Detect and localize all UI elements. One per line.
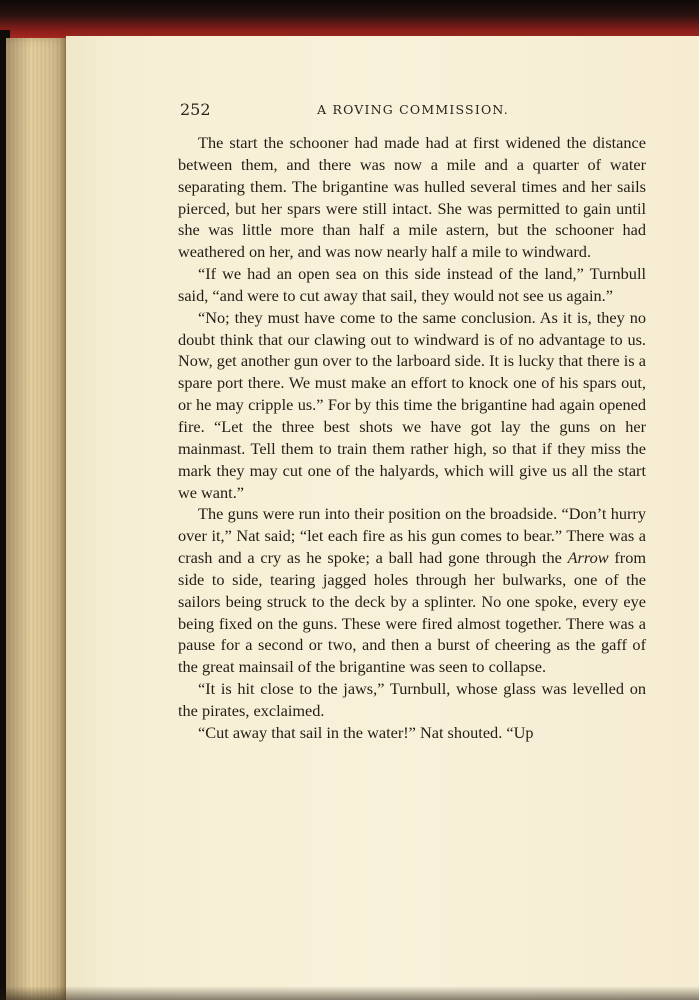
page-number: 252 [180, 100, 211, 119]
body-text [178, 132, 646, 744]
ship-name: Arrow [567, 548, 609, 568]
paragraph: The start the schooner had made had at first widened the distance between them, and there was now a mile and a quarter of water separating them. The brigantine was hulled several times and her sails pierced, but her spars were still intact. She was permitted to gain until she was little more than half a mile astern, but the schooner had weathered on her, and was now nearly half a mile to windward. [178, 133, 646, 262]
paragraph-text: The guns were run into their position on the broadside. “Don’t hurry over it,” Nat said; “let each fire as his gun comes to bear.” There was a crash and a cry as he spoke; a ball had gone through the [178, 504, 646, 568]
paragraph: “No; they must have come to the same conclusion. As it is, they no doubt think that our clawing out to windward is of no advantage to us. Now, get another gun over to the larboard side. It is lucky that there is a spare port there. We must make an effort to knock one of his spars out, or he may cripple us.” For by this time the brigantine had again opened fire. “Let the three best shots we have got lay the guns on her mainmast. Tell them to train them rather high, so that if they miss the mark they may cut one of the halyards, which will give us all the start we want.” [178, 307, 646, 502]
book-cover-edge [0, 0, 699, 38]
paragraph: “It is hit close to the jaws,” Turnbull, whose glass was levelled on the pirates, exclaimed. [178, 679, 646, 720]
bottom-shadow [0, 986, 699, 1000]
paragraph-text: from side to side, tearing jagged holes through her bulwarks, one of the sailors being struck to the deck by a splinter. No one spoke, every eye being fixed on the guns. These were fired almost together. There was a pause for a second or two, and then a burst of cheering as the gaff of the great mainsail of the brigantine was seen to collapse. [178, 548, 647, 677]
paragraph: “Cut away that sail in the water!” Nat shouted. “Up [198, 722, 534, 742]
running-title: A ROVING COMMISSION. [317, 102, 509, 117]
paragraph: “If we had an open sea on this side instead of the land,” Turnbull said, “and were to cut away that sail, they would not see us again.” [178, 264, 646, 305]
page-edges-shadow [6, 38, 68, 1000]
paragraph [178, 503, 646, 678]
page-header [180, 100, 646, 122]
